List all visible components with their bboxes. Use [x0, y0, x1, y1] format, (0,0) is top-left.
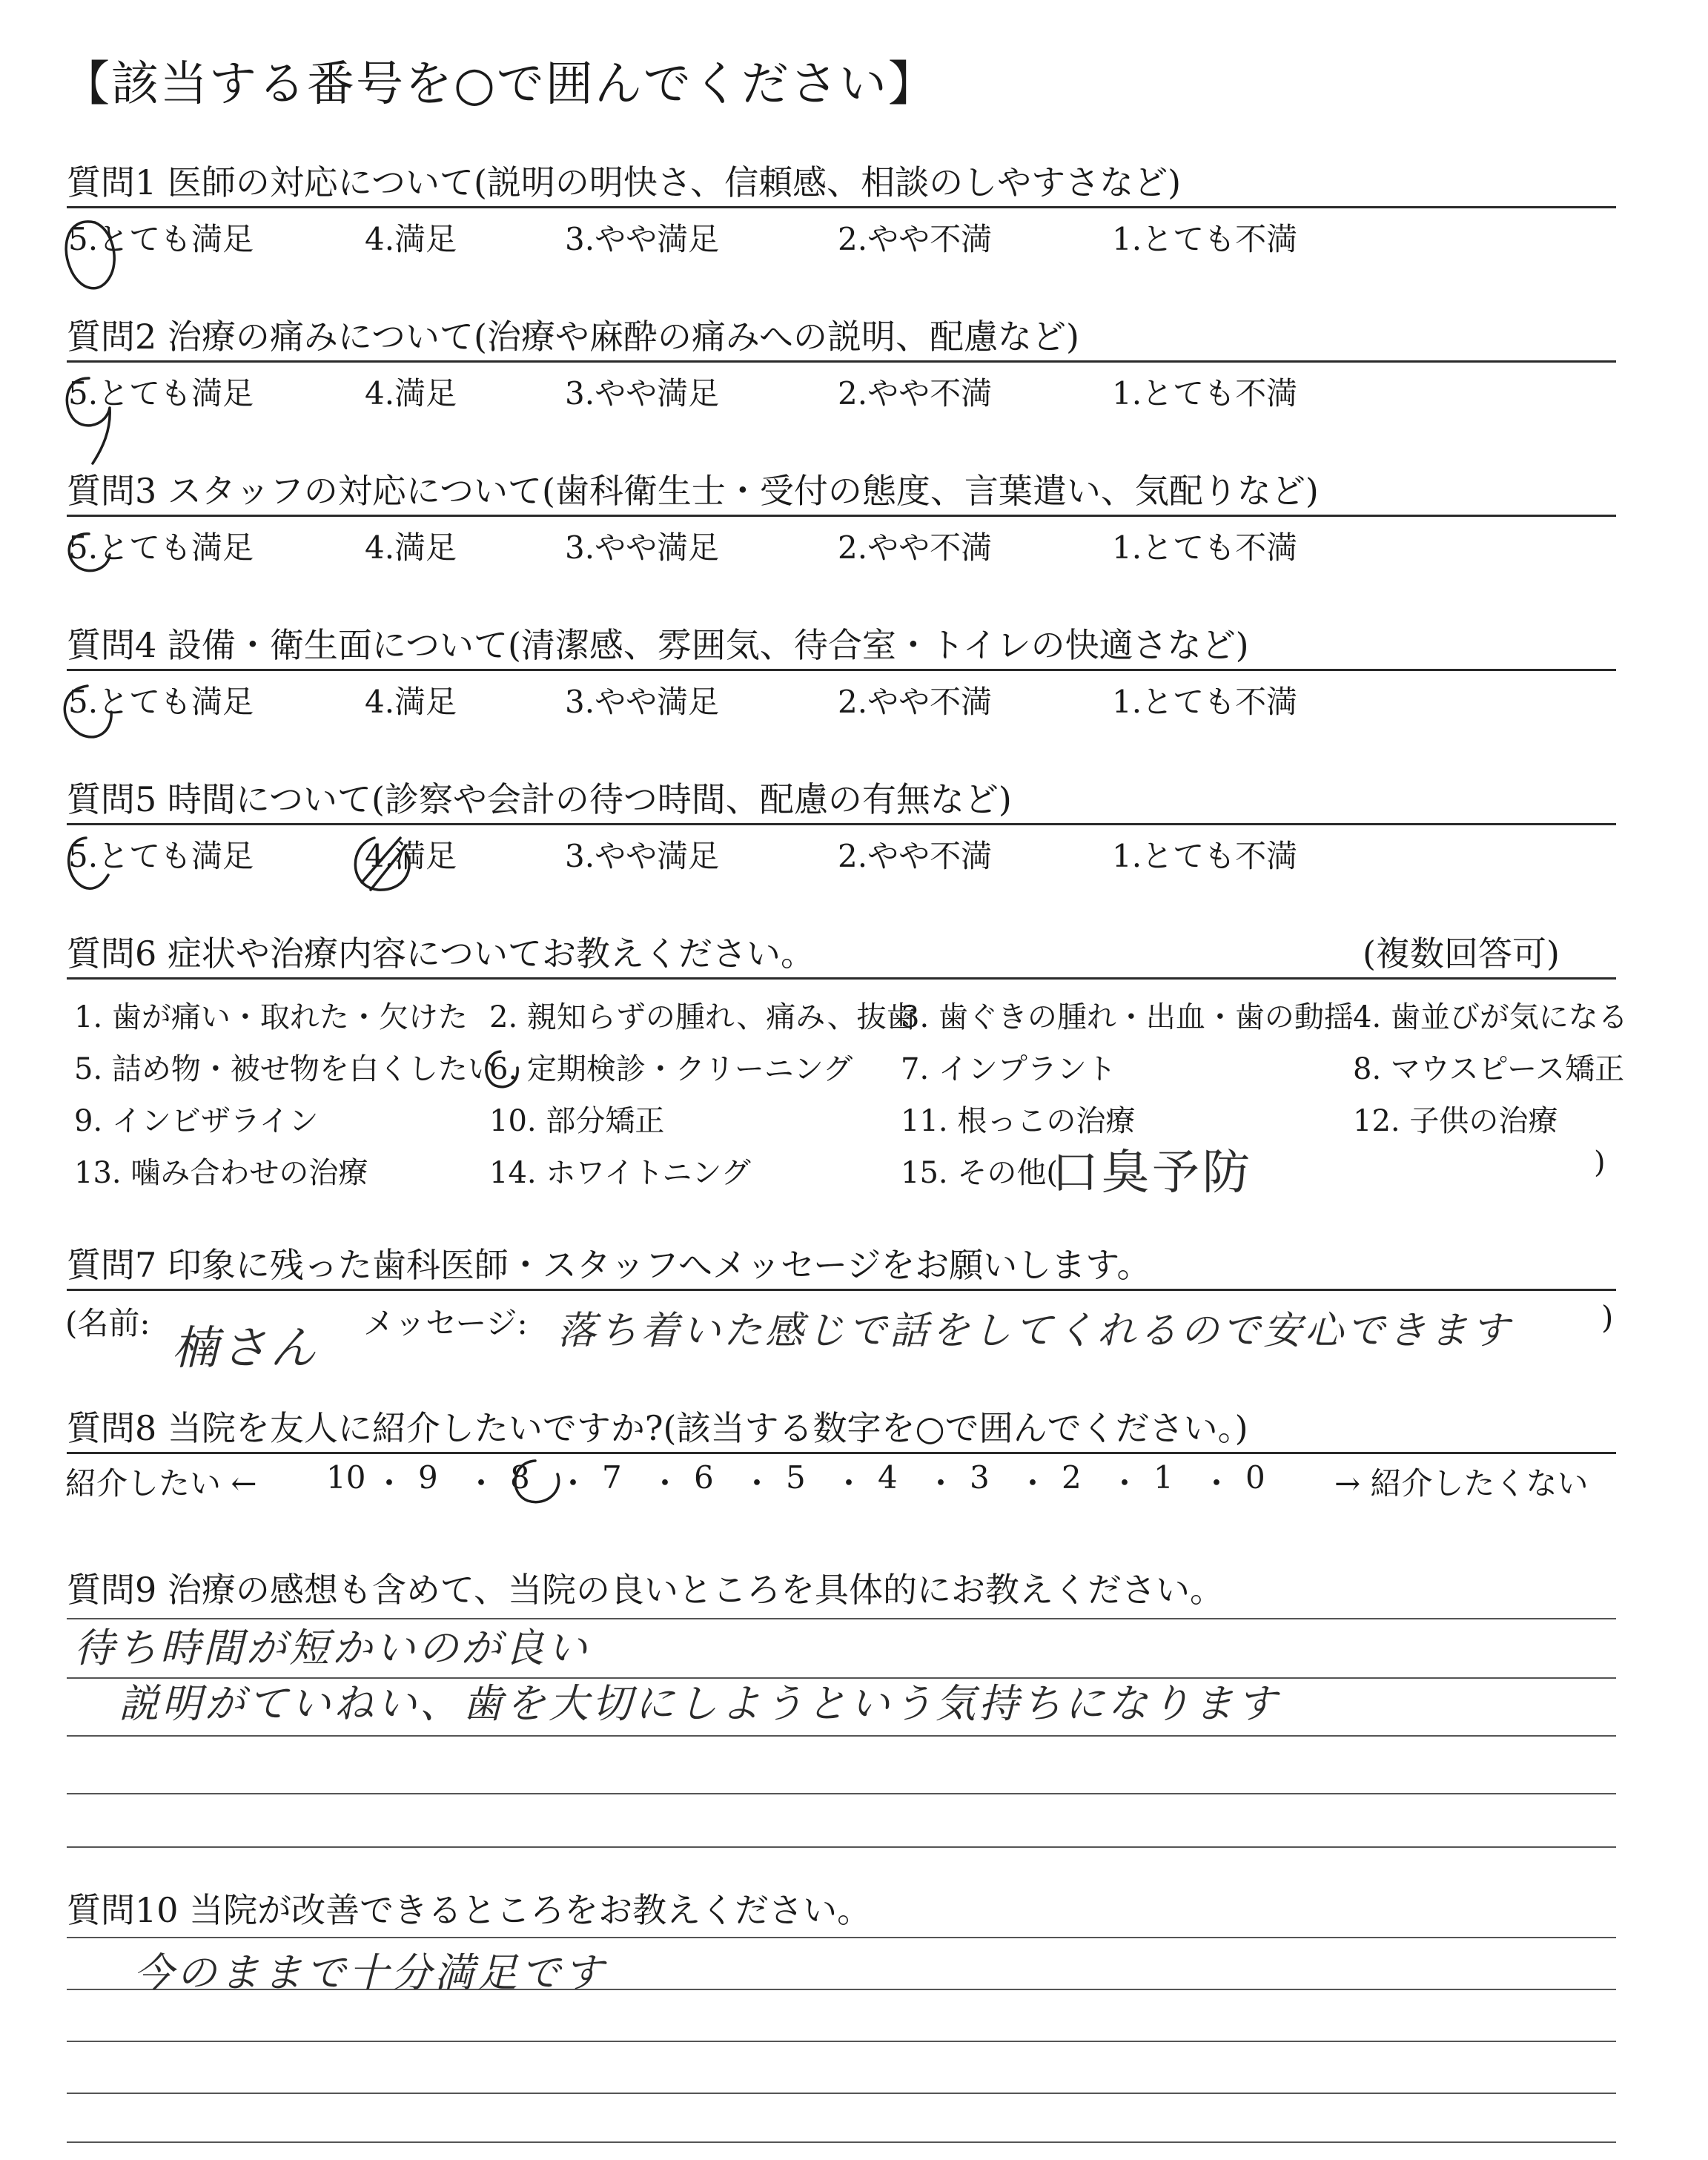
q6-circle-mark — [486, 1051, 517, 1087]
q6-option-1[interactable]: 1. 歯が痛い・取れた・欠けた — [74, 1000, 468, 1034]
q6-option-4[interactable]: 4. 歯並びが気になる — [1353, 1000, 1628, 1034]
q8-scale-5[interactable]: 5 — [786, 1459, 806, 1496]
q8-scale-1[interactable]: 1 — [1153, 1459, 1174, 1496]
q8-scale-9[interactable]: 9 — [418, 1459, 438, 1496]
q1-option-2[interactable]: 2.やや不満 — [838, 221, 993, 257]
q1-option-4[interactable]: 4.満足 — [365, 221, 457, 257]
q10-title: 質問10 当院が改善できるところをお教えください。 — [67, 1890, 872, 1930]
q4-title: 質問4 設備・衛生面について(清潔感、雰囲気、待合室・トイレの快適さなど) — [67, 625, 1249, 665]
q4-option-3[interactable]: 3.やや満足 — [565, 684, 720, 720]
q6-option-2[interactable]: 2. 親知らずの腫れ、痛み、抜歯 — [489, 1000, 916, 1034]
q6-title: 質問6 症状や治療内容についてお教えください。 — [67, 934, 815, 974]
q2-title: 質問2 治療の痛みについて(治療や麻酔の痛みへの説明、配慮など) — [67, 317, 1079, 357]
q7-title: 質問7 印象に残った歯科医師・スタッフへメッセージをお願いします。 — [67, 1245, 1151, 1285]
q8-separator: ・ — [833, 1465, 865, 1502]
q1-option-3[interactable]: 3.やや満足 — [565, 221, 720, 257]
q8-circle-mark — [515, 1461, 559, 1502]
q3-option-5[interactable]: 5.とても満足 — [68, 529, 254, 566]
q5-option-5[interactable]: 5.とても満足 — [68, 838, 254, 874]
q8-scale-8[interactable]: 8 — [510, 1459, 530, 1496]
q6-option-6[interactable]: 6. 定期検診・クリーニング — [489, 1052, 853, 1086]
q8-scale-3[interactable]: 3 — [970, 1459, 990, 1496]
q5-option-4[interactable]: 4.満足 — [365, 838, 457, 874]
q8-scale-7[interactable]: 7 — [602, 1459, 622, 1496]
q6-option-13[interactable]: 13. 噛み合わせの治療 — [74, 1156, 368, 1190]
q8-right-label: → 紹介したくない — [1334, 1465, 1589, 1502]
q3-title: 質問3 スタッフの対応について(歯科衛生士・受付の態度、言葉遣い、気配りなど) — [67, 471, 1319, 511]
q6-option-5[interactable]: 5. 詰め物・被せ物を白くしたい — [74, 1052, 497, 1086]
q6-option-12[interactable]: 12. 子供の治療 — [1353, 1104, 1558, 1138]
q8-separator: ・ — [1201, 1465, 1233, 1502]
q7-close: ) — [1601, 1299, 1614, 1335]
q6-other-close: ) — [1594, 1146, 1606, 1180]
q8-scale-2[interactable]: 2 — [1062, 1459, 1082, 1496]
q2-option-1[interactable]: 1.とても不満 — [1112, 375, 1298, 412]
q8-separator: ・ — [466, 1465, 497, 1502]
q5-title: 質問5 時間について(診察や会計の待つ時間、配慮の有無など) — [67, 779, 1012, 819]
q6-option-9[interactable]: 9. インビザライン — [74, 1104, 319, 1138]
q6-option-3[interactable]: 3. 歯ぐきの腫れ・出血・歯の動揺 — [901, 1000, 1354, 1034]
q8-separator: ・ — [925, 1465, 957, 1502]
q8-separator: ・ — [557, 1465, 589, 1502]
q2-option-2[interactable]: 2.やや不満 — [838, 375, 993, 412]
q8-separator: ・ — [1017, 1465, 1049, 1502]
q3-option-2[interactable]: 2.やや不満 — [838, 529, 993, 566]
q8-scale-10[interactable]: 10 — [326, 1459, 366, 1496]
q8-separator: ・ — [741, 1465, 773, 1502]
q6-option-15[interactable]: 15. その他( — [901, 1156, 1058, 1190]
q2-option-3[interactable]: 3.やや満足 — [565, 375, 720, 412]
q2-option-5[interactable]: 5.とても満足 — [68, 375, 254, 412]
form-header: 【該当する番号を○で囲んでください】 — [62, 57, 937, 112]
q6-note: (複数回答可) — [1363, 934, 1560, 974]
q7-message-label: メッセージ: — [363, 1305, 528, 1341]
q6-option-14[interactable]: 14. ホワイトニング — [489, 1156, 751, 1190]
q8-title: 質問8 当院を友人に紹介したいですか?(該当する数字を○で囲んでください。) — [67, 1408, 1248, 1448]
q6-option-11[interactable]: 11. 根っこの治療 — [901, 1104, 1136, 1138]
q3-option-3[interactable]: 3.やや満足 — [565, 529, 720, 566]
q5-circle-mark — [69, 838, 108, 888]
q2-circle-mark — [67, 378, 110, 463]
q9-answer-line-1[interactable]: 待ち時間が短かいのが良い — [74, 1625, 590, 1671]
q10-answer-line-1[interactable]: 今のままで十分満足です — [133, 1949, 606, 1996]
q2-option-4[interactable]: 4.満足 — [365, 375, 457, 412]
q3-circle-mark — [69, 534, 110, 571]
q5-option-2[interactable]: 2.やや不満 — [838, 838, 993, 874]
q1-title: 質問1 医師の対応について(説明の明快さ、信頼感、相談のしやすさなど) — [67, 162, 1182, 202]
q7-name-label: (名前: — [65, 1305, 150, 1341]
q6-option-7[interactable]: 7. インプラント — [901, 1052, 1116, 1086]
q9-answer-line-2[interactable]: 説明がていねい、歯を大切にしようという気持ちになります — [119, 1680, 1280, 1727]
q8-scale-6[interactable]: 6 — [694, 1459, 714, 1496]
q4-option-1[interactable]: 1.とても不満 — [1112, 684, 1298, 720]
q5-second-circle-mark — [355, 838, 409, 890]
q4-circle-mark — [64, 686, 111, 737]
q8-separator: ・ — [1109, 1465, 1141, 1502]
q8-scale-4[interactable]: 4 — [878, 1459, 898, 1496]
q3-option-1[interactable]: 1.とても不満 — [1112, 529, 1298, 566]
q8-separator: ・ — [649, 1465, 681, 1502]
q4-option-4[interactable]: 4.満足 — [365, 684, 457, 720]
q4-option-2[interactable]: 2.やや不満 — [838, 684, 993, 720]
q6-other-handwritten[interactable]: 口臭予防 — [1051, 1146, 1253, 1200]
q1-option-5[interactable]: 5.とても満足 — [68, 221, 254, 257]
q7-message-value[interactable]: 落ち着いた感じで話をしてくれるので安心できます — [557, 1309, 1513, 1353]
q6-option-8[interactable]: 8. マウスピース矯正 — [1353, 1052, 1625, 1086]
q8-separator: ・ — [374, 1465, 406, 1502]
q3-option-4[interactable]: 4.満足 — [365, 529, 457, 566]
q5-option-3[interactable]: 3.やや満足 — [565, 838, 720, 874]
q6-option-10[interactable]: 10. 部分矯正 — [489, 1104, 665, 1138]
q5-option-1[interactable]: 1.とても不満 — [1112, 838, 1298, 874]
q1-option-1[interactable]: 1.とても不満 — [1112, 221, 1298, 257]
q1-circle-mark — [66, 222, 114, 288]
q8-left-label: 紹介したい ← — [65, 1465, 257, 1502]
q7-name-value[interactable]: 楠さん — [172, 1321, 320, 1375]
q4-option-5[interactable]: 5.とても満足 — [68, 684, 254, 720]
q8-scale-0[interactable]: 0 — [1245, 1459, 1265, 1496]
q9-title: 質問9 治療の感想も含めて、当院の良いところを具体的にお教えください。 — [67, 1570, 1224, 1610]
